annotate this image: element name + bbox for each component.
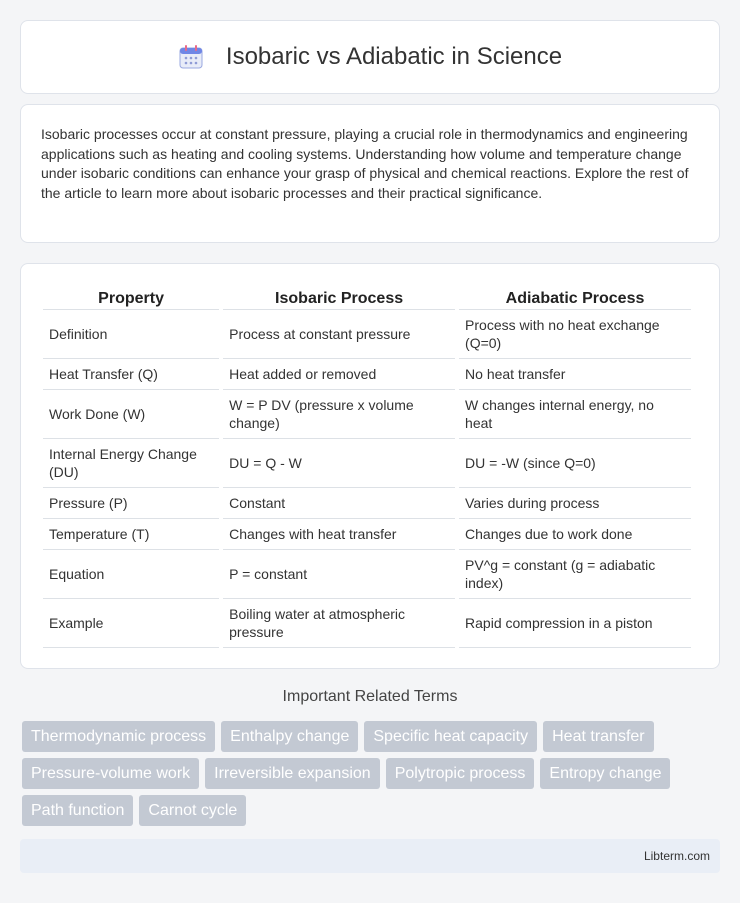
table-row bbox=[43, 439, 691, 488]
term-tag[interactable]: Entropy change bbox=[540, 758, 670, 789]
table-cell: No heat transfer bbox=[459, 359, 691, 390]
table-cell: Temperature (T) bbox=[43, 519, 219, 550]
table-cell: Boiling water at atmospheric pressure bbox=[223, 599, 455, 648]
table-row bbox=[43, 390, 691, 439]
table-cell: Heat Transfer (Q) bbox=[43, 359, 219, 390]
header-adiabatic: Adiabatic Process bbox=[459, 286, 691, 310]
table-cell: P = constant bbox=[223, 550, 455, 599]
table-cell: Changes due to work done bbox=[459, 519, 691, 550]
table-cell: Internal Energy Change (DU) bbox=[43, 439, 219, 488]
table-cell: PV^g = constant (g = adiabatic index) bbox=[459, 550, 691, 599]
table-header-row bbox=[43, 286, 691, 310]
table-cell: Pressure (P) bbox=[43, 488, 219, 519]
table-cell: Work Done (W) bbox=[43, 390, 219, 439]
term-tag[interactable]: Carnot cycle bbox=[139, 795, 246, 826]
table-cell: Varies during process bbox=[459, 488, 691, 519]
term-tag[interactable]: Heat transfer bbox=[543, 721, 653, 752]
table-row bbox=[43, 599, 691, 648]
table-row bbox=[43, 519, 691, 550]
table-cell: Heat added or removed bbox=[223, 359, 455, 390]
table-cell: Changes with heat transfer bbox=[223, 519, 455, 550]
term-tag[interactable]: Path function bbox=[22, 795, 133, 826]
table-cell: Constant bbox=[223, 488, 455, 519]
related-terms-list bbox=[22, 721, 722, 832]
term-tag[interactable]: Polytropic process bbox=[386, 758, 535, 789]
table-cell: Process at constant pressure bbox=[223, 310, 455, 359]
table-cell: Process with no heat exchange (Q=0) bbox=[459, 310, 691, 359]
term-tag[interactable]: Thermodynamic process bbox=[22, 721, 215, 752]
calendar-icon bbox=[178, 44, 204, 70]
term-tag[interactable]: Pressure-volume work bbox=[22, 758, 199, 789]
page-header bbox=[20, 20, 720, 94]
page-footer bbox=[20, 839, 720, 873]
comparison-table bbox=[39, 286, 695, 648]
table-cell: W changes internal energy, no heat bbox=[459, 390, 691, 439]
term-tag[interactable]: Irreversible expansion bbox=[205, 758, 380, 789]
comparison-card bbox=[20, 263, 720, 669]
related-terms-title: Important Related Terms bbox=[282, 688, 458, 705]
intro-text: Isobaric processes occur at constant pressure, playing a crucial role in thermodynamics and engineering applications such as heating and cooling systems. Understanding how volume and temperature change under isobaric conditions can enhance your grasp of physical and chemical reactions. Explore the rest of the article to learn more about isobaric processes and their practical significance. bbox=[41, 126, 689, 201]
table-row bbox=[43, 359, 691, 390]
table-cell: W = P DV (pressure x volume change) bbox=[223, 390, 455, 439]
footer-brand-link[interactable]: Libterm.com bbox=[643, 849, 710, 863]
page-title: Isobaric vs Adiabatic in Science bbox=[225, 43, 563, 70]
table-cell: Example bbox=[43, 599, 219, 648]
table-cell: DU = Q - W bbox=[223, 439, 455, 488]
intro-card bbox=[20, 104, 720, 243]
table-cell: Definition bbox=[43, 310, 219, 359]
header-isobaric: Isobaric Process bbox=[223, 286, 455, 310]
table-row bbox=[43, 488, 691, 519]
table-row bbox=[43, 550, 691, 599]
header-property: Property bbox=[43, 286, 219, 310]
term-tag[interactable]: Specific heat capacity bbox=[364, 721, 537, 752]
table-cell: Rapid compression in a piston bbox=[459, 599, 691, 648]
table-cell: DU = -W (since Q=0) bbox=[459, 439, 691, 488]
table-row bbox=[43, 310, 691, 359]
table-cell: Equation bbox=[43, 550, 219, 599]
term-tag[interactable]: Enthalpy change bbox=[221, 721, 358, 752]
